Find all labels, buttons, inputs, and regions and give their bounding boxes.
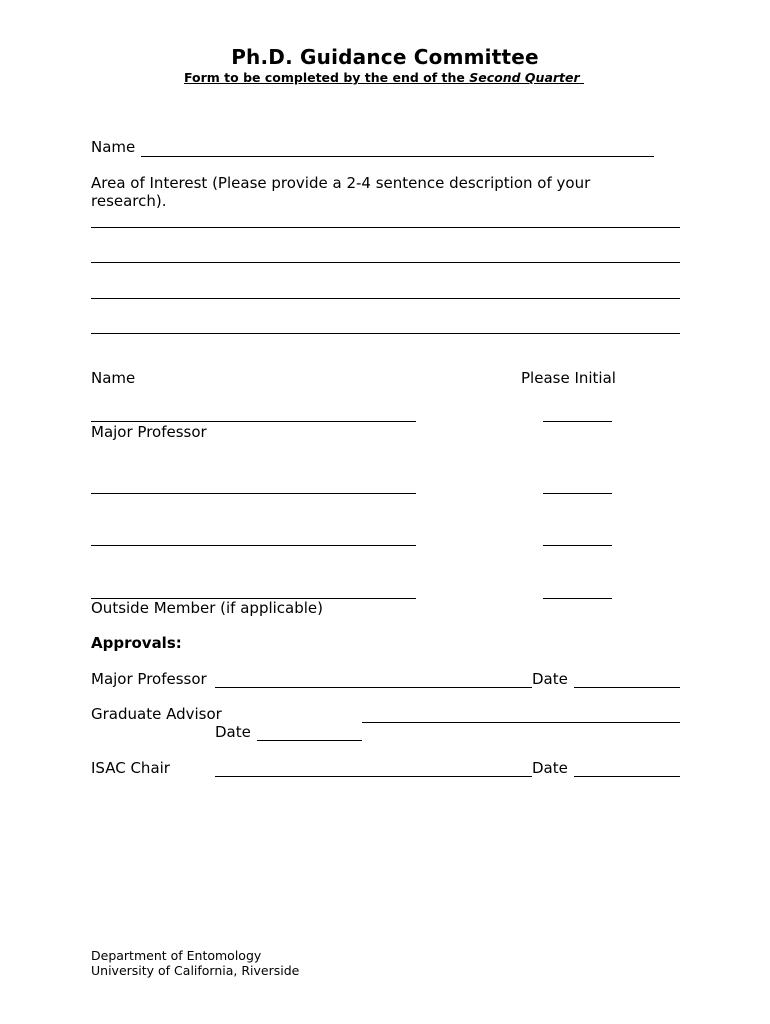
committee-member-initial-line[interactable] (543, 598, 612, 599)
interest-label-line1: Area of Interest (Please provide a 2-4 sentence description of your (91, 174, 591, 192)
approval-graduate-advisor-label: Graduate Advisor (91, 705, 222, 723)
approval-graduate-advisor-signature-line[interactable] (362, 722, 680, 723)
committee-initial-header: Please Initial (521, 369, 616, 387)
committee-member-name-line[interactable] (91, 545, 416, 546)
student-name-line[interactable] (141, 156, 654, 157)
committee-member-name-line[interactable] (91, 421, 416, 422)
interest-line[interactable] (91, 262, 680, 263)
footer-university: University of California, Riverside (91, 963, 300, 978)
committee-member-initial-line[interactable] (543, 421, 612, 422)
interest-line[interactable] (91, 227, 680, 228)
form-title: Ph.D. Guidance Committee (231, 45, 539, 69)
approval-isac-chair-label: ISAC Chair (91, 759, 170, 777)
committee-name-header: Name (91, 369, 136, 387)
interest-line[interactable] (91, 298, 680, 299)
form-subtitle (184, 70, 584, 85)
subtitle-emphasis: Second Quarter (469, 70, 580, 85)
committee-member-initial-line[interactable] (543, 493, 612, 494)
approval-date-line[interactable] (574, 776, 680, 777)
approval-date-label: Date (532, 759, 568, 777)
outside-member-label: Outside Member (if applicable) (91, 599, 324, 617)
approval-major-professor-signature-line[interactable] (215, 687, 532, 688)
committee-member-initial-line[interactable] (543, 545, 612, 546)
approvals-heading: Approvals: (91, 634, 182, 652)
footer-department: Department of Entomology (91, 948, 262, 963)
approval-date-line[interactable] (257, 740, 362, 741)
approval-major-professor-label: Major Professor (91, 670, 207, 688)
interest-line[interactable] (91, 333, 680, 334)
interest-label-line2: research). (91, 192, 167, 210)
committee-member-name-line[interactable] (91, 493, 416, 494)
approval-isac-chair-signature-line[interactable] (215, 776, 532, 777)
major-professor-label: Major Professor (91, 423, 207, 441)
student-name-label: Name (91, 138, 136, 156)
approval-date-label: Date (532, 670, 568, 688)
approval-date-line[interactable] (574, 687, 680, 688)
approval-date-label: Date (215, 723, 251, 741)
subtitle-prefix: Form to be completed by the end of the (184, 70, 470, 85)
